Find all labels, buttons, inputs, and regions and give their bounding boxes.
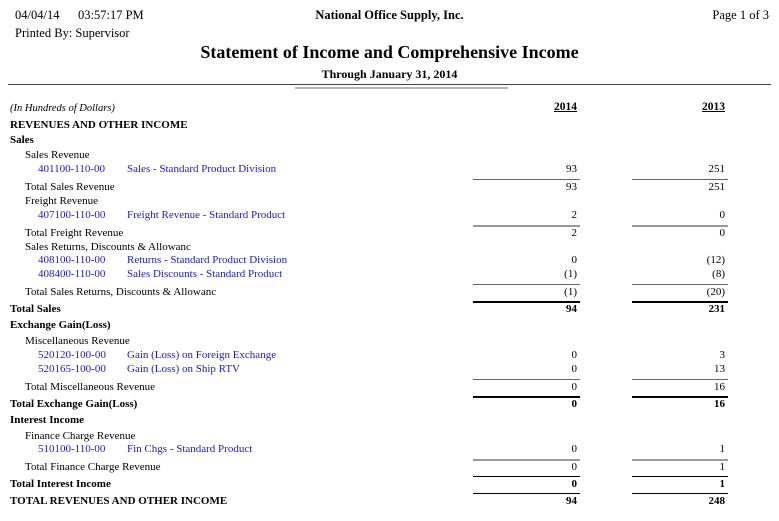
value-2013: 248 bbox=[632, 493, 728, 507]
units-note: (In Hundreds of Dollars) bbox=[10, 103, 115, 114]
value-2013: (12) bbox=[706, 254, 725, 266]
value-2014: (1) bbox=[564, 268, 577, 280]
value-2013: 13 bbox=[714, 363, 725, 375]
account-row bbox=[0, 363, 779, 379]
group-label: Sales Returns, Discounts & Allowanc bbox=[25, 241, 191, 253]
account-number-link[interactable]: 510100-110-00 bbox=[38, 443, 106, 455]
header-divider bbox=[8, 84, 771, 85]
group-label: Miscellaneous Revenue bbox=[25, 335, 130, 347]
value-2014: 94 bbox=[473, 493, 580, 507]
value-2013: 1 bbox=[632, 459, 728, 473]
account-number-link[interactable]: 408400-110-00 bbox=[38, 268, 106, 280]
account-description-link[interactable]: Sales - Standard Product Division bbox=[127, 163, 277, 175]
value-2013: 1 bbox=[632, 476, 728, 490]
total-label: Total Miscellaneous Revenue bbox=[25, 381, 155, 393]
group-label: Sales Revenue bbox=[25, 149, 90, 161]
gray-highlight-bar bbox=[295, 87, 508, 89]
total-label: Total Freight Revenue bbox=[25, 227, 124, 239]
value-2014: 93 bbox=[473, 179, 580, 193]
group-label: Finance Charge Revenue bbox=[25, 430, 136, 442]
value-2014: 0 bbox=[473, 396, 580, 410]
value-2014: 0 bbox=[571, 254, 577, 266]
value-2013: 0 bbox=[632, 225, 728, 239]
account-description-link[interactable]: Returns - Standard Product Division bbox=[127, 254, 288, 266]
section-row bbox=[0, 414, 779, 430]
total-row bbox=[0, 284, 779, 300]
value-2013: 16 bbox=[632, 396, 728, 410]
total-label: Total Sales Revenue bbox=[25, 181, 115, 193]
total-label: Total Sales Returns, Discounts & Allowanc bbox=[25, 286, 217, 298]
section-row bbox=[0, 119, 779, 135]
report-subtitle: Through January 31, 2014 bbox=[321, 67, 458, 81]
account-row bbox=[0, 268, 779, 284]
page-indicator: Page 1 of 3 bbox=[712, 8, 769, 22]
total-row bbox=[0, 379, 779, 395]
column-header-2014: 2014 bbox=[554, 101, 577, 113]
value-2014: 2 bbox=[473, 225, 580, 239]
total-row bbox=[0, 493, 779, 509]
account-number-link[interactable]: 520120-100-00 bbox=[38, 349, 106, 361]
value-2013: 3 bbox=[719, 349, 725, 361]
account-row bbox=[0, 209, 779, 225]
total-row bbox=[0, 396, 779, 412]
group-label: Freight Revenue bbox=[25, 195, 99, 207]
total-row bbox=[0, 459, 779, 475]
value-2014: 0 bbox=[571, 363, 577, 375]
section-label: Interest Income bbox=[10, 414, 85, 426]
report-title: Statement of Income and Comprehensive Income bbox=[200, 42, 579, 62]
value-2013: 251 bbox=[632, 179, 728, 193]
value-2014: 0 bbox=[473, 379, 580, 393]
total-row bbox=[0, 225, 779, 241]
total-row bbox=[0, 179, 779, 195]
value-2013: (20) bbox=[632, 284, 728, 298]
value-2014: 0 bbox=[473, 459, 580, 473]
total-label: TOTAL REVENUES AND OTHER INCOME bbox=[10, 495, 228, 507]
account-description-link[interactable]: Gain (Loss) on Foreign Exchange bbox=[127, 349, 277, 361]
value-2014: 0 bbox=[473, 476, 580, 490]
value-2014: 2 bbox=[571, 209, 577, 221]
value-2013: (8) bbox=[712, 268, 725, 280]
section-row bbox=[0, 319, 779, 335]
account-row bbox=[0, 163, 779, 179]
account-description-link[interactable]: Gain (Loss) on Ship RTV bbox=[127, 363, 241, 375]
value-2014: (1) bbox=[473, 284, 580, 298]
total-row bbox=[0, 476, 779, 492]
account-row bbox=[0, 443, 779, 459]
total-label: Total Exchange Gain(Loss) bbox=[10, 398, 138, 410]
section-row bbox=[0, 134, 779, 150]
value-2014: 0 bbox=[571, 443, 577, 455]
value-2014: 93 bbox=[566, 163, 577, 175]
account-number-link[interactable]: 401100-110-00 bbox=[38, 163, 106, 175]
total-label: Total Sales bbox=[10, 303, 61, 315]
value-2013: 0 bbox=[719, 209, 725, 221]
account-description-link[interactable]: Freight Revenue - Standard Product bbox=[127, 209, 286, 221]
value-2014: 94 bbox=[473, 301, 580, 315]
total-row bbox=[0, 301, 779, 317]
value-2013: 16 bbox=[632, 379, 728, 393]
report-time: 03:57:17 PM bbox=[78, 8, 144, 22]
account-description-link[interactable]: Sales Discounts - Standard Product bbox=[127, 268, 283, 280]
report-date: 04/04/14 bbox=[15, 8, 60, 22]
total-label: Total Interest Income bbox=[10, 478, 111, 490]
total-label: Total Finance Charge Revenue bbox=[25, 461, 161, 473]
section-label: REVENUES AND OTHER INCOME bbox=[10, 119, 188, 131]
column-header-2013: 2013 bbox=[702, 101, 725, 113]
value-2013: 231 bbox=[632, 301, 728, 315]
section-label: Exchange Gain(Loss) bbox=[10, 319, 111, 331]
company-name: National Office Supply, Inc. bbox=[315, 8, 464, 22]
value-2014: 0 bbox=[571, 349, 577, 361]
value-2013: 251 bbox=[708, 163, 725, 175]
section-label: Sales bbox=[10, 134, 34, 146]
value-2013: 1 bbox=[719, 443, 725, 455]
account-number-link[interactable]: 520165-100-00 bbox=[38, 363, 106, 375]
account-description-link[interactable]: Fin Chgs - Standard Product bbox=[127, 443, 253, 455]
account-number-link[interactable]: 408100-110-00 bbox=[38, 254, 106, 266]
account-number-link[interactable]: 407100-110-00 bbox=[38, 209, 106, 221]
printed-by: Printed By: Supervisor bbox=[15, 26, 130, 40]
